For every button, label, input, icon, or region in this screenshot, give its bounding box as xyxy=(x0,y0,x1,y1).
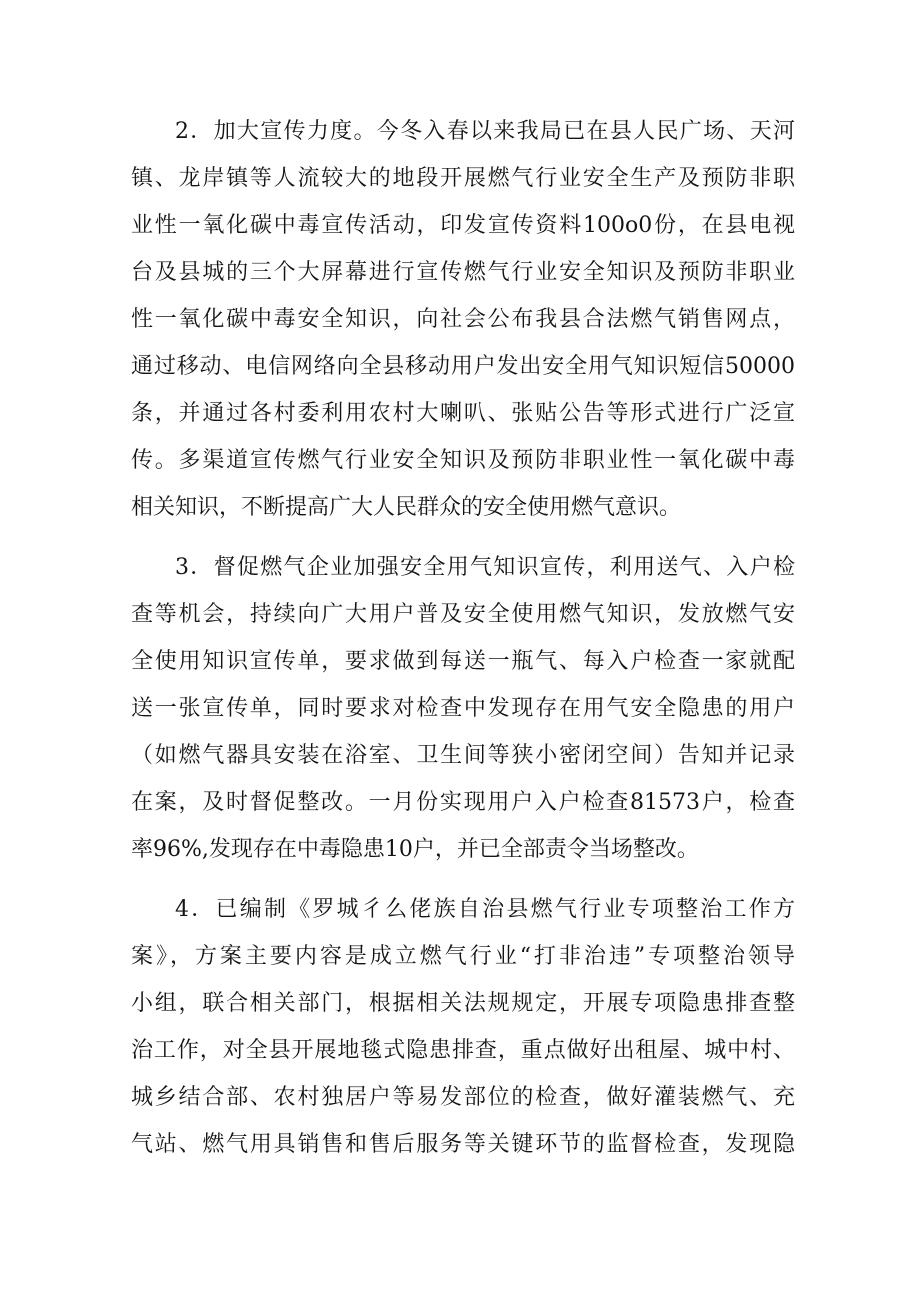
paragraph-line: 业性一氧化碳中毒宣传活动，印发宣传资料100o0份，在县电视 xyxy=(131,213,795,238)
paragraph-line: 全使用知识宣传单，要求做到每送一瓶气、每入户检查一家就配 xyxy=(131,649,795,674)
paragraph-line: 3．督促燃气企业加强安全用气知识宣传，利用送气、入户检 xyxy=(175,555,795,580)
paragraph-line: 城乡结合部、农村独居户等易发部位的检查，做好灌装燃气、充 xyxy=(131,1085,795,1110)
paragraph-line: 性一氧化碳中毒安全知识，向社会公布我县合法燃气销售网点， xyxy=(131,307,795,332)
paragraph-line: 在案，及时督促整改。一月份实现用户入户检查81573户，检查 xyxy=(131,790,795,815)
paragraph-line: 案》，方案主要内容是成立燃气行业“打非治违”专项整治领导 xyxy=(131,944,795,969)
paragraph-line: 查等机会，持续向广大用户普及安全使用燃气知识，发放燃气安 xyxy=(131,602,795,627)
paragraph-line: 2．加大宣传力度。今冬入春以来我局已在县人民广场、天河 xyxy=(175,119,795,144)
paragraph-line: 台及县城的三个大屏幕进行宣传燃气行业安全知识及预防非职业 xyxy=(131,260,795,285)
paragraph-line: 4．已编制《罗城彳么佬族自治县燃气行业专项整治工作方 xyxy=(175,897,795,922)
paragraph-line: 镇、龙岸镇等人流较大的地段开展燃气行业安全生产及预防非职 xyxy=(131,166,795,191)
paragraph-line: 通过移动、电信网络向全县移动用户发出安全用气知识短信50000 xyxy=(131,354,795,379)
paragraph-line: 传。多渠道宣传燃气行业安全知识及预防非职业性一氧化碳中毒 xyxy=(131,448,795,473)
paragraph-line: 率96%,发现存在中毒隐患10户，并已全部责令当场整改。 xyxy=(131,837,699,862)
paragraph-line: 治工作，对全县开展地毯式隐患排查，重点做好出租屋、城中村、 xyxy=(131,1038,795,1063)
paragraph-line: 气站、燃气用具销售和售后服务等关键环节的监督检查，发现隐 xyxy=(131,1132,795,1157)
paragraph-line: 条，并通过各村委利用农村大喇叭、张贴公告等形式进行广泛宣 xyxy=(131,401,795,426)
paragraph-line: （如燃气器具安装在浴室、卫生间等狭小密闭空间）告知并记录 xyxy=(131,743,795,768)
paragraph-line: 小组，联合相关部门，根据相关法规规定，开展专项隐患排查整 xyxy=(131,991,795,1016)
paragraph-line: 送一张宣传单，同时要求对检查中发现存在用气安全隐患的用户 xyxy=(131,696,795,721)
paragraph-line: 相关知识，不断提高广大人民群众的安全使用燃气意识。 xyxy=(131,495,682,520)
